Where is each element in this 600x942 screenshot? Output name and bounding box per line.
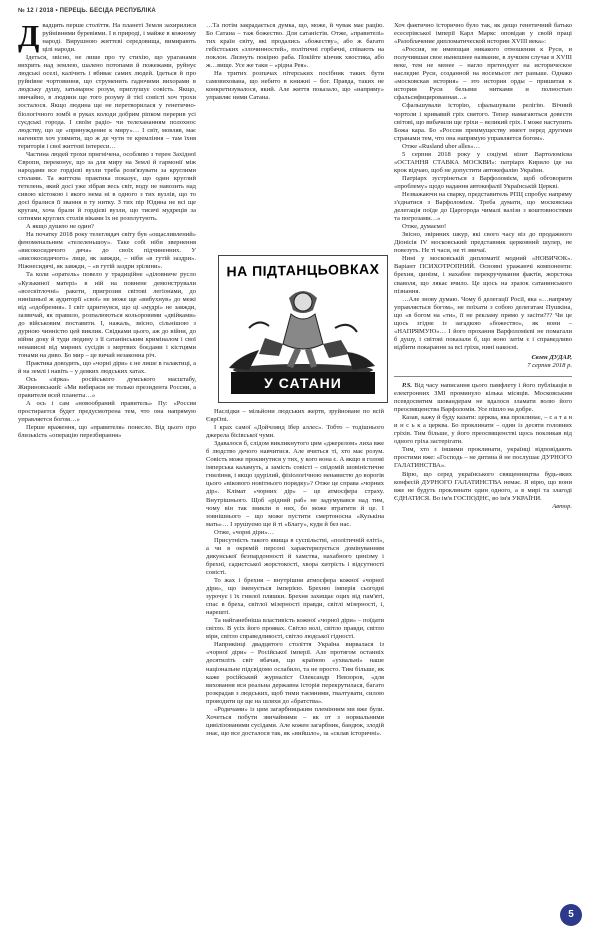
paragraph: Частина людей трохи пригнічена, особливо з терен Західної Європи, переконує, що за для миру на Землі й гармонії між народами все гордієві вузли треба розв'язувати за круглими столами. Та життєва практика показує, що один круглий тетелень, який досі уже зібрав весь світ, воду не навозить над сивою кістокою і якого нема ні в одного з тих вузлів, що то досі бралися її звання в ту нитку. З тих пір Юдина не всі ще кругам, хоча брали й гордієві вузли, що тисячі мудреців за сотнями круглих столів віками їх не розплутують. [18, 150, 196, 223]
article-column-2 [206, 22, 384, 102]
paragraph: Патріарх зустрінеться з Варфоломієм, щоб обговорити «проблему» щодо надання автокефалії Українській Церкві. [394, 174, 572, 190]
paragraph: «Родичами» із цим загарбницьким племінним ми вже були. Хочеться побути звичайними – як от з нормальними цивілізованими сусідами. Але кожен загарбник, бандюк, злодій знає, що все досталося так, як «вийшло», за «склав історичні». [206, 705, 384, 737]
paragraph: Та коли «оратель» повело у традиційне «діловниче русло «Кузькиної матері» в ній на повнене демонстрували «всесвітлочні» ракети, пригрозив світові легіонами, до нинішньої ж аудиторії «свої» не може ще «вибухнув» до межі від «одобрения». І світ здригнувся, що ці «мудрі» не завжди, зазвичай, як правило, розпалюються кольоровими «двійками» до військовим поставити. І, нажаль, звісно, сільнішою з дурною чинністю цей виклик. Свідками цього, аж до війни, до війни доку й туди людину з її сатанінським криміналом і свої ненависні від мирних сусідів з мертвих боєдами і кістцями тонами на диво. Бо мир – це вичай незаконна річ. [18, 271, 196, 359]
paragraph: 5 серпня 2018 року у соціумі візит Вартоломієва «ОСТАННЯ СТАВКА МОСКВИ»: патріарх Кирило іде на крок відчаю, щоб не допустити автокефалію України. [394, 150, 572, 174]
paragraph: Отже «Rusland uber alles»… [402, 142, 481, 150]
paragraph: …Але знову думаю. Чому б делегації Росії, яка «…напряму управляється богом», не поїхати з собою делегатам Пушкіна, що «в богом на «ти», її не рекламу прямо у засіти??? Чи це щось згідне із загадкою «божество», як вони – «НАПРЯМУЮ»… І його прохання Варфоломієві не помагали б душу, і світові показали б, що воно затім є і справедливо відбити покарання за всі гріхи, нині накоєні. [394, 295, 572, 351]
paragraph: Ось «зірка» російського думського масштабу, Жириновський: «Ми вибираєм не только президента России, а правителя всей планеты…» [18, 376, 196, 400]
article-column-1 [18, 18, 196, 440]
page-number-badge: 5 [560, 904, 582, 926]
postscript-paragraph: Вірю, що серед українського священництва будь-яких конфесій ДУРНОГО ГАЛАТИНСТВА немає. Я вірю, що вони вже не будуть проклинати один одного, а в мирі та злагоді ЄДНАТИСЯ. Во ім'я ГОСПОДНЄ, во ім'я УКРАЇНИ. [394, 470, 572, 502]
paragraph: То жах і брехня – внутрішня атмосфера кожної «чорної діри», що іменується імперією. Брехню імперія сьогодні зурочує і їх гнилої пляшки. Брехня захищає оцих від пам'яті, спас в бреха, світлої мізерності правди, світлі мізерності, і, нарешті. [206, 576, 384, 617]
paragraph: Перше враження, що «правителя» понесло. Від цього про близькість «операцію перезбирання» [18, 424, 196, 440]
article-column-3 [394, 22, 572, 511]
quote-paragraph: «Россия, не имеющая никакого отношения к Руси, и получившая свое нынешнее название, в лучшем случае в XVIII веке, тем не менее – нагло претендует на историческое наследие Руси, созданной на восемьсот лет раньше. Однако «московская история» – это история орды – пришитая к истории Руси белыми нитками и полностью сфальсифицированная…» [394, 46, 572, 102]
postscript-text: Від часу написання цього памфлету і його публікація в електронних ЗМІ проминуло кілька місяців. Московським псевдосвятим шовандерам не вдалося зламати волю його преосвященства Варфоломія. Усе пішло на добре. [394, 382, 572, 414]
paragraph: А якщо душею не один? [26, 223, 94, 231]
paragraph: Присутність такого явища в суспільстві, «політичній еліті», а чи в окремій персоні характеризується домінуванням дикунської безпардонності й хамства, нахабного цинізму і брехні, садистської жорстокості, хвора хитрість і відсутності совісті. [206, 536, 384, 576]
article-date: 7 серпня 2018 р. [527, 361, 572, 369]
cartoon-illustration [218, 255, 388, 403]
postscript-paragraph: Казав, кажу й буду казати: церква, яка проклинає, – с а т а н и н с ь к а церква. Бо проклинати – один із десяти головних гріхів. Тим більше, у його преосвященстві щось покликав від одного гріха застерігати. [394, 414, 572, 446]
paragraph: Наслідки – мільйони людських жертв, зруйноване по всій ЄврОпі. [206, 408, 384, 424]
paragraph: Нині у московській дипломатії модний «НОВИЧОК». Варіант ПСИХОТРОПНИЙ. Основні уражаючі компоненти: брехня, цинізм, і нахабне перекручування фактів, жорстока сваволя, що лякає вчило. Це щось на зразок сатанинського пізнання. [394, 255, 572, 295]
author-note: Автор. [552, 502, 572, 510]
cartoon-caption-top: НА ПІДТАНЦЬОВКАХ [226, 260, 380, 280]
paragraph: Практика доводить, що «чорні діри» є не лише в галактиці, а й на землі і навіть – у деяких людських хатах. [18, 359, 196, 376]
article-column-2-continued [206, 408, 384, 738]
author-signature: Євген ДУДАР, [531, 353, 572, 361]
paragraph: Ідеться, звісно, не лише про ту стихію, що ураганами вихрить над землею, шалено потопами й пожежами, руйнує людські оселі, калічить і вбиває самих людей. Ідеться й про руйнівне чортовиння, що струменить гадючими вихорами в людську душу, затьмарює розум, приглушує совість. Якщо, звичайно, в людини ще того розуму й тієї совісті хоч трохи зосталося. Якщо людина ще не перетворилася у генетично-біологічного зомбі в руках колоди добрим ріпком перерив усі суєдські города. І своїм радіо- чи телехананням полохнос людству, що це «принуждение к миру»… І світ, мовляв, має нагенкти хоч узямити, що ж де чути те кремління – там їхня територія і свої життєві інтереси… [18, 54, 196, 150]
postscript-paragraph [394, 382, 572, 414]
issue-header: № 12 / 2018 • ПЕРЕЦЬ. БЕСІДА РЕСПУБЛІКА [18, 8, 156, 14]
paragraph: А ось і сам «новообраний правитель» Пу: «Россия простирается будет предусмотрена тем, что она напрямую управляется богом…» [18, 400, 196, 424]
dancing-devil-figure-icon [219, 278, 387, 378]
paragraph: Сфальшували історію, сфальшували релігію. Вічний чортоли і кривавий гріх святого. Тепер намагаються довести світові, що вибачили ще гріхи – великий гріх. І може наступить Божа кара. Бо «Россия преимуществу имеет перед другими странами тем, что она напрямую управляется богом». [394, 102, 572, 142]
divider [394, 376, 572, 377]
paragraph: І крах самої «Дойчлянд їбер аллес». Тобто – тодішнього джерела бісівської чуми. [206, 424, 384, 440]
paragraph: вадцять перше століття. На планеті Земля захирилися руйнівними буревіями. І в природі, і майже в кожному народі. Вирушною життєві середовища, вимирають цілі народи. [42, 22, 196, 54]
paragraph: Звісно, звіриних шкур, які свого часу віз до продажного Діонісія IV московський представник церковний шулер, не повезуть. Не ті часи, не ті звичаї. [394, 231, 572, 255]
paragraph: Та найганебніша властивість кожної «чорної діри» – поїдати світло. В усіх його проявах. Світло волі, світло правди, світло віри, світло справедливості, світло людської гідності. [206, 617, 384, 641]
cartoon-caption-bottom: У САТАНИ [231, 372, 375, 394]
drop-cap: Д [18, 18, 40, 53]
paragraph: На тритих розпачах пітерських посібник таких бути самовихована, що небито в книжні – бог. Правда, таких не конкретизувалося, який. Але життя показало, що «напряму» управляє ними Сатана. [206, 70, 384, 102]
paragraph: …Та потім закрадається думка, що, може, й чувак має рацію. Бо Сатана – таж божество. Для сатаністів. Отже, «правителі» тих країн світу, які продались «божеству», або ж багато гебістських «злочинностей», політичні горбачні, співають на поклон. Лизнуть покірно раба. Покійте кінчик хвостика, або ж…вище. Усе же таки – «рідна Рея». [206, 22, 384, 70]
postscript-paragraph: Тим, хто з іншими проклинати, українці відповідають простими вже: «Господь – не дитина й не послушає ДУРНОГО ГАЛАТИНСТВА». [394, 446, 572, 470]
paragraph: На початку 2018 року телеглядач світу був «ощасливлений» феноменальним «телеленьшоу». Таке собі ніби звернення «високосидячого дяча» до своїх підчиненних. У «високосидячого» лице, як завжди, – ніби «в гутій заздри». Ніжнесидячі, як завжди, – «в гутій заздри зрілини». [18, 231, 196, 271]
paragraph: Наприкінці двадцятого століття Україна вирвалася із «чорної діри» – Російської імперії. Але протягом останніх десятиліть світ вбачав, що країною «ухвальні» наше національне підсвідомо ослабило, та не просто. Тим більше, як каже російський журналіст Олександр Невзоров, «для виховання вся реальна державна історія перекрутилася, багато розкрадав з людських, щоб тими таємними, гвалтувати, силою проводити це ще на шляхи до «братства». [206, 641, 384, 705]
paragraph: Незважаючи на сварку, представитель РПЦ спробує напряму з'єднатися з Варфоломієм. Треба думати, що московська делегація поїде до Царгорода чималі валізи з коштовностями та погрозами…» [394, 190, 572, 223]
paragraph: Здавалося б, слідом викликнутого цим «джерелом» лиха вже б людство дечого навчитися. Але вчиться ті, хто має розум. Совість може прокинутися у тих, у кого вона є. А якщо в голові імперська каламуть, а замість совісті – свідомій шовіністичне гниління, і якщо здурілий, фізіологічною ненавистю до ворогів цього «вікового новітнього порядку»? Отже це справа «чорних дір». Клімат «чорних дір» – це атмосфера страху. Внутрішнього. Щоб «рідний раб» не задумувався над тим, чому він так зникли в них, бо може втратити й це. І зовнішнього – що може пустити смертоносна «Кузькіна мать»… І зрушуємо ще й ті «Благу», куди й без нас. [206, 440, 384, 528]
postscript-label: P.S. [402, 382, 413, 390]
paragraph: Отже, думаємо! [402, 223, 447, 231]
paragraph: Хоч фактично історично було так, як дещо генетичний батько есесерівської імперії Карл Маркс оповідав у своїй праці «Разоблачение дипломатической истории XVIII века»: [394, 22, 572, 46]
paragraph: Отже, «чорні діри»… [214, 528, 275, 536]
